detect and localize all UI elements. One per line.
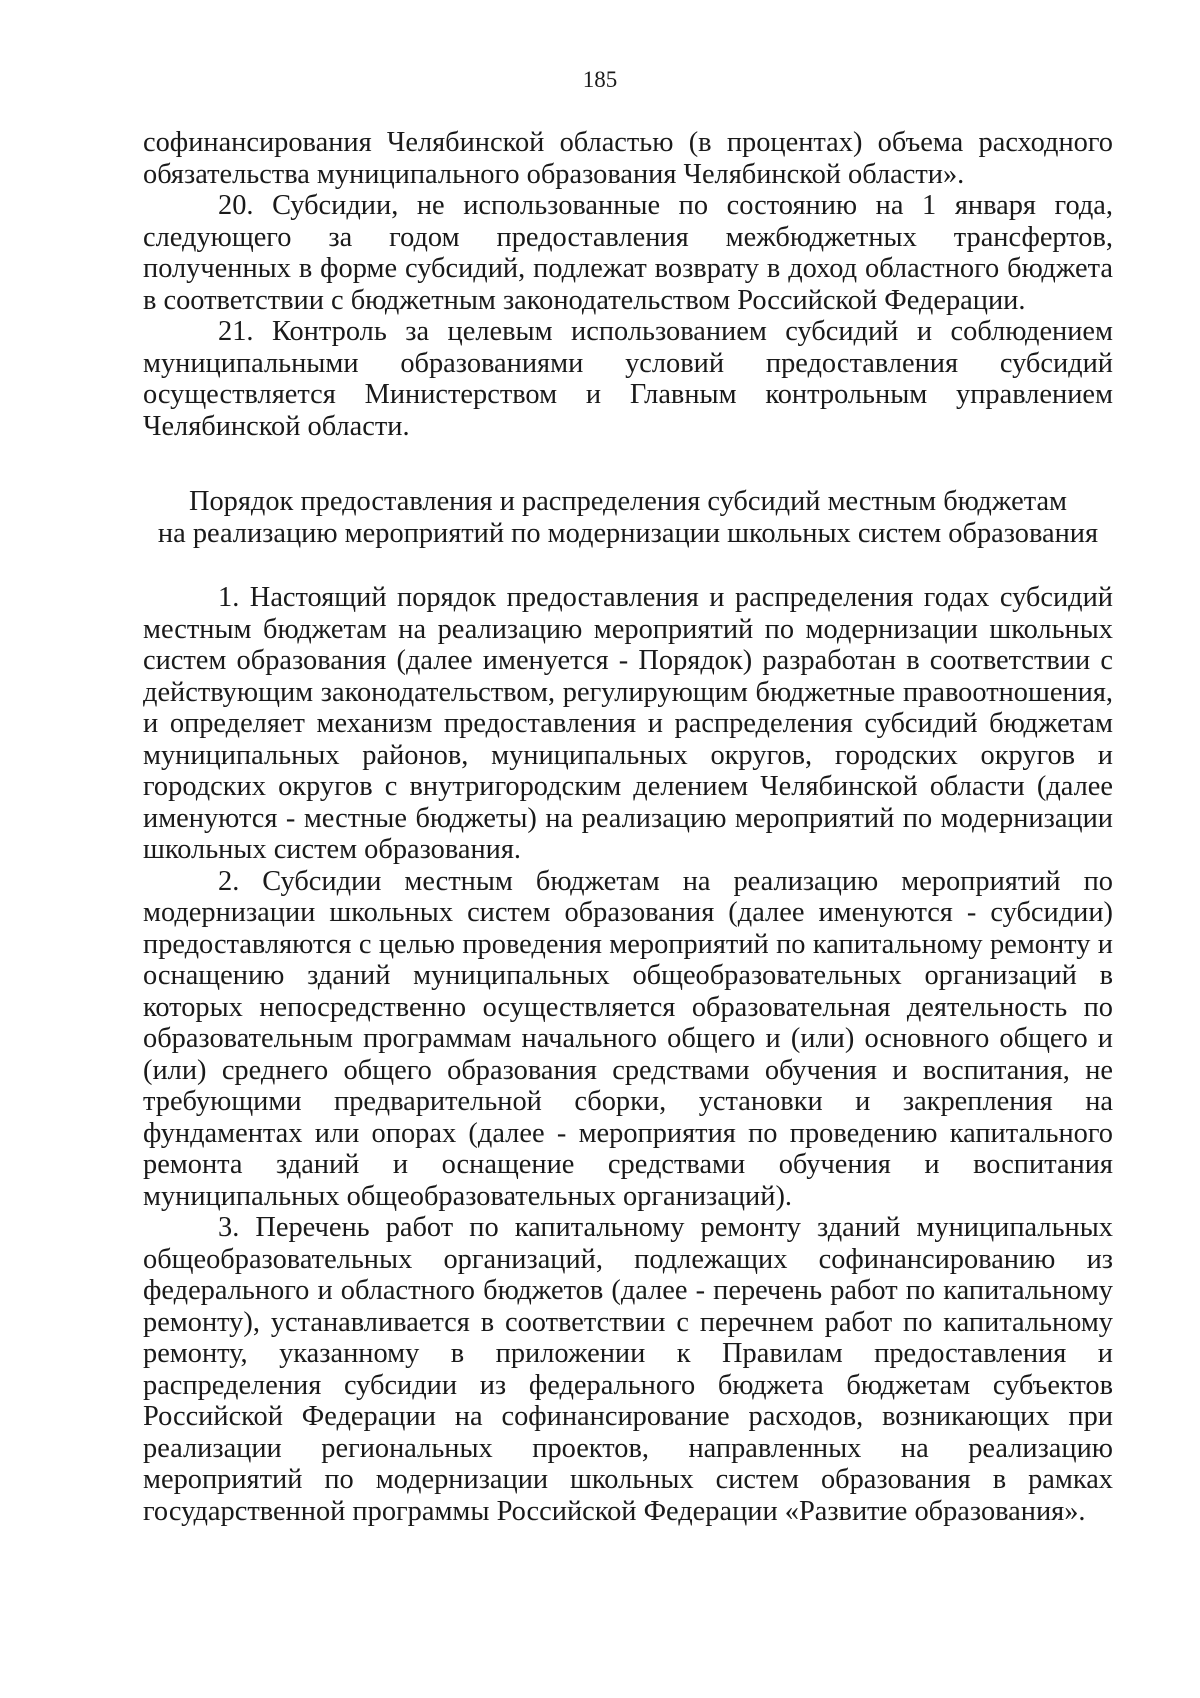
section-heading-line-2: на реализацию мероприятий по модернизации школьных систем образования <box>157 517 1099 549</box>
paragraph-21: 21. Контроль за целевым использованием субсидий и соблюдением муниципальными образованиями условий предоставления субсидий осуществляется Министерством и Главным контрольным управлением Челябинской области. <box>143 316 1113 442</box>
page-number: 185 <box>582 67 618 92</box>
paragraph-continuation: софинансирования Челябинской областью (в процентах) объема расходного обязательства муниципального образования Челябинской области». <box>143 127 1113 190</box>
paragraph-20: 20. Субсидии, не использованные по состоянию на 1 января года, следующего за годом предоставления межбюджетных трансфертов, полученных в форме субсидий, подлежат возврату в доход областного бюджета в соответствии с бюджетным законодательством Российской Федерации. <box>143 190 1113 316</box>
paragraph-3: 3. Перечень работ по капитальному ремонту зданий муниципальных общеобразовательных организаций, подлежащих софинансированию из федерального и областного бюджетов (далее - перечень работ по капитальному ремонту), устанавливается в соответствии с перечнем работ по капитальному ремонту, указанному в приложении к Правилам предоставления и распределения субсидии из федерального бюджета бюджетам субъектов Российской Федерации на софинансирование расходов, возникающих при реализации региональных проектов, направленных на реализацию мероприятий по модернизации школьных систем образования в рамках государственной программы Российской Федерации «Развитие образования». <box>143 1212 1113 1527</box>
paragraph-1: 1. Настоящий порядок предоставления и распределения годах субсидий местным бюджетам на реализацию мероприятий по модернизации школьных систем образования (далее именуется - Порядок) разработан в соответствии с действующим законодательством, регулирующим бюджетные правоотношения, и определяет механизм предоставления и распределения субсидий бюджетам муниципальных районов, муниципальных округов, городских округов и городских округов с внутригородским делением Челябинской области (далее именуются - местные бюджеты) на реализацию мероприятий по модернизации школьных систем образования. <box>143 582 1113 865</box>
main-section <box>143 582 1113 1527</box>
top-section <box>143 127 1113 442</box>
section-heading <box>143 486 1113 549</box>
paragraph-2: 2. Субсидии местным бюджетам на реализацию мероприятий по модернизации школьных систем образования (далее именуются - субсидии) предоставляются с целью проведения мероприятий по капитальному ремонту и оснащению зданий муниципальных общеобразовательных организаций в которых непосредственно осуществляется образовательная деятельность по образовательным программам начального общего и (или) основного общего и (или) среднего общего образования средствами обучения и воспитания, не требующими предварительной сборки, установки и закрепления на фундаментах или опорах (далее - мероприятия по проведению капитального ремонта зданий и оснащение средствами обучения и воспитания муниципальных общеобразовательных организаций). <box>143 865 1113 1212</box>
section-heading-line-1: Порядок предоставления и распределения субсидий местным бюджетам <box>188 486 1068 517</box>
